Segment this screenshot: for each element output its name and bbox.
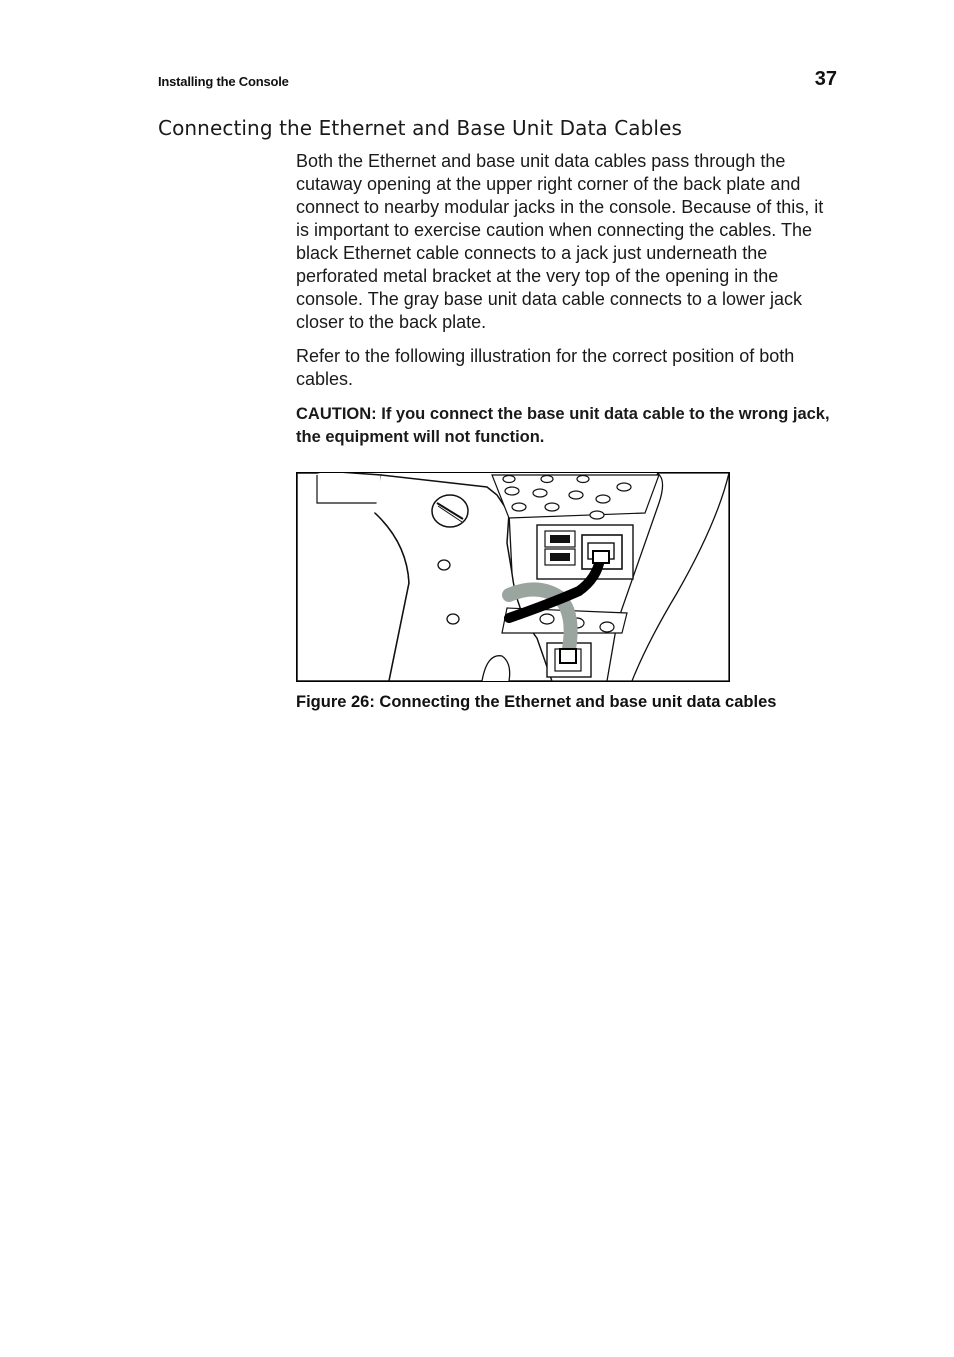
page-number: 37 [814, 68, 837, 90]
running-head: Installing the Console [158, 74, 289, 89]
body-paragraph-1: Both the Ethernet and base unit data cables pass through the cutaway opening at the upper right corner of the back plate and connect to nearby modular jacks in the console. Because of this, it is important to exercise caution when connecting the cables. The black Ethernet cable connects to a jack just underneath the perforated metal bracket at the very top of the opening in the console. The gray base unit data cable connects to a lower jack closer to the back plate. [296, 151, 824, 332]
console-back-illustration [297, 473, 729, 681]
screw-icon [432, 495, 468, 527]
ethernet-plug-icon [593, 551, 609, 563]
section-title: Connecting the Ethernet and Base Unit Data Cables [158, 116, 682, 140]
small-hole-icon [447, 614, 459, 624]
small-hole-icon [438, 560, 450, 570]
caution-note: CAUTION: If you connect the base unit data cable to the wrong jack, the equipment will not function. [296, 405, 830, 446]
data-plug-icon [560, 649, 576, 663]
body-paragraph-2: Refer to the following illustration for the correct position of both cables. [296, 346, 795, 389]
small-hole-icon [600, 622, 614, 632]
figure-illustration [296, 472, 730, 682]
small-hole-icon [540, 614, 554, 624]
figure-caption: Figure 26: Connecting the Ethernet and base unit data cables [296, 693, 777, 711]
